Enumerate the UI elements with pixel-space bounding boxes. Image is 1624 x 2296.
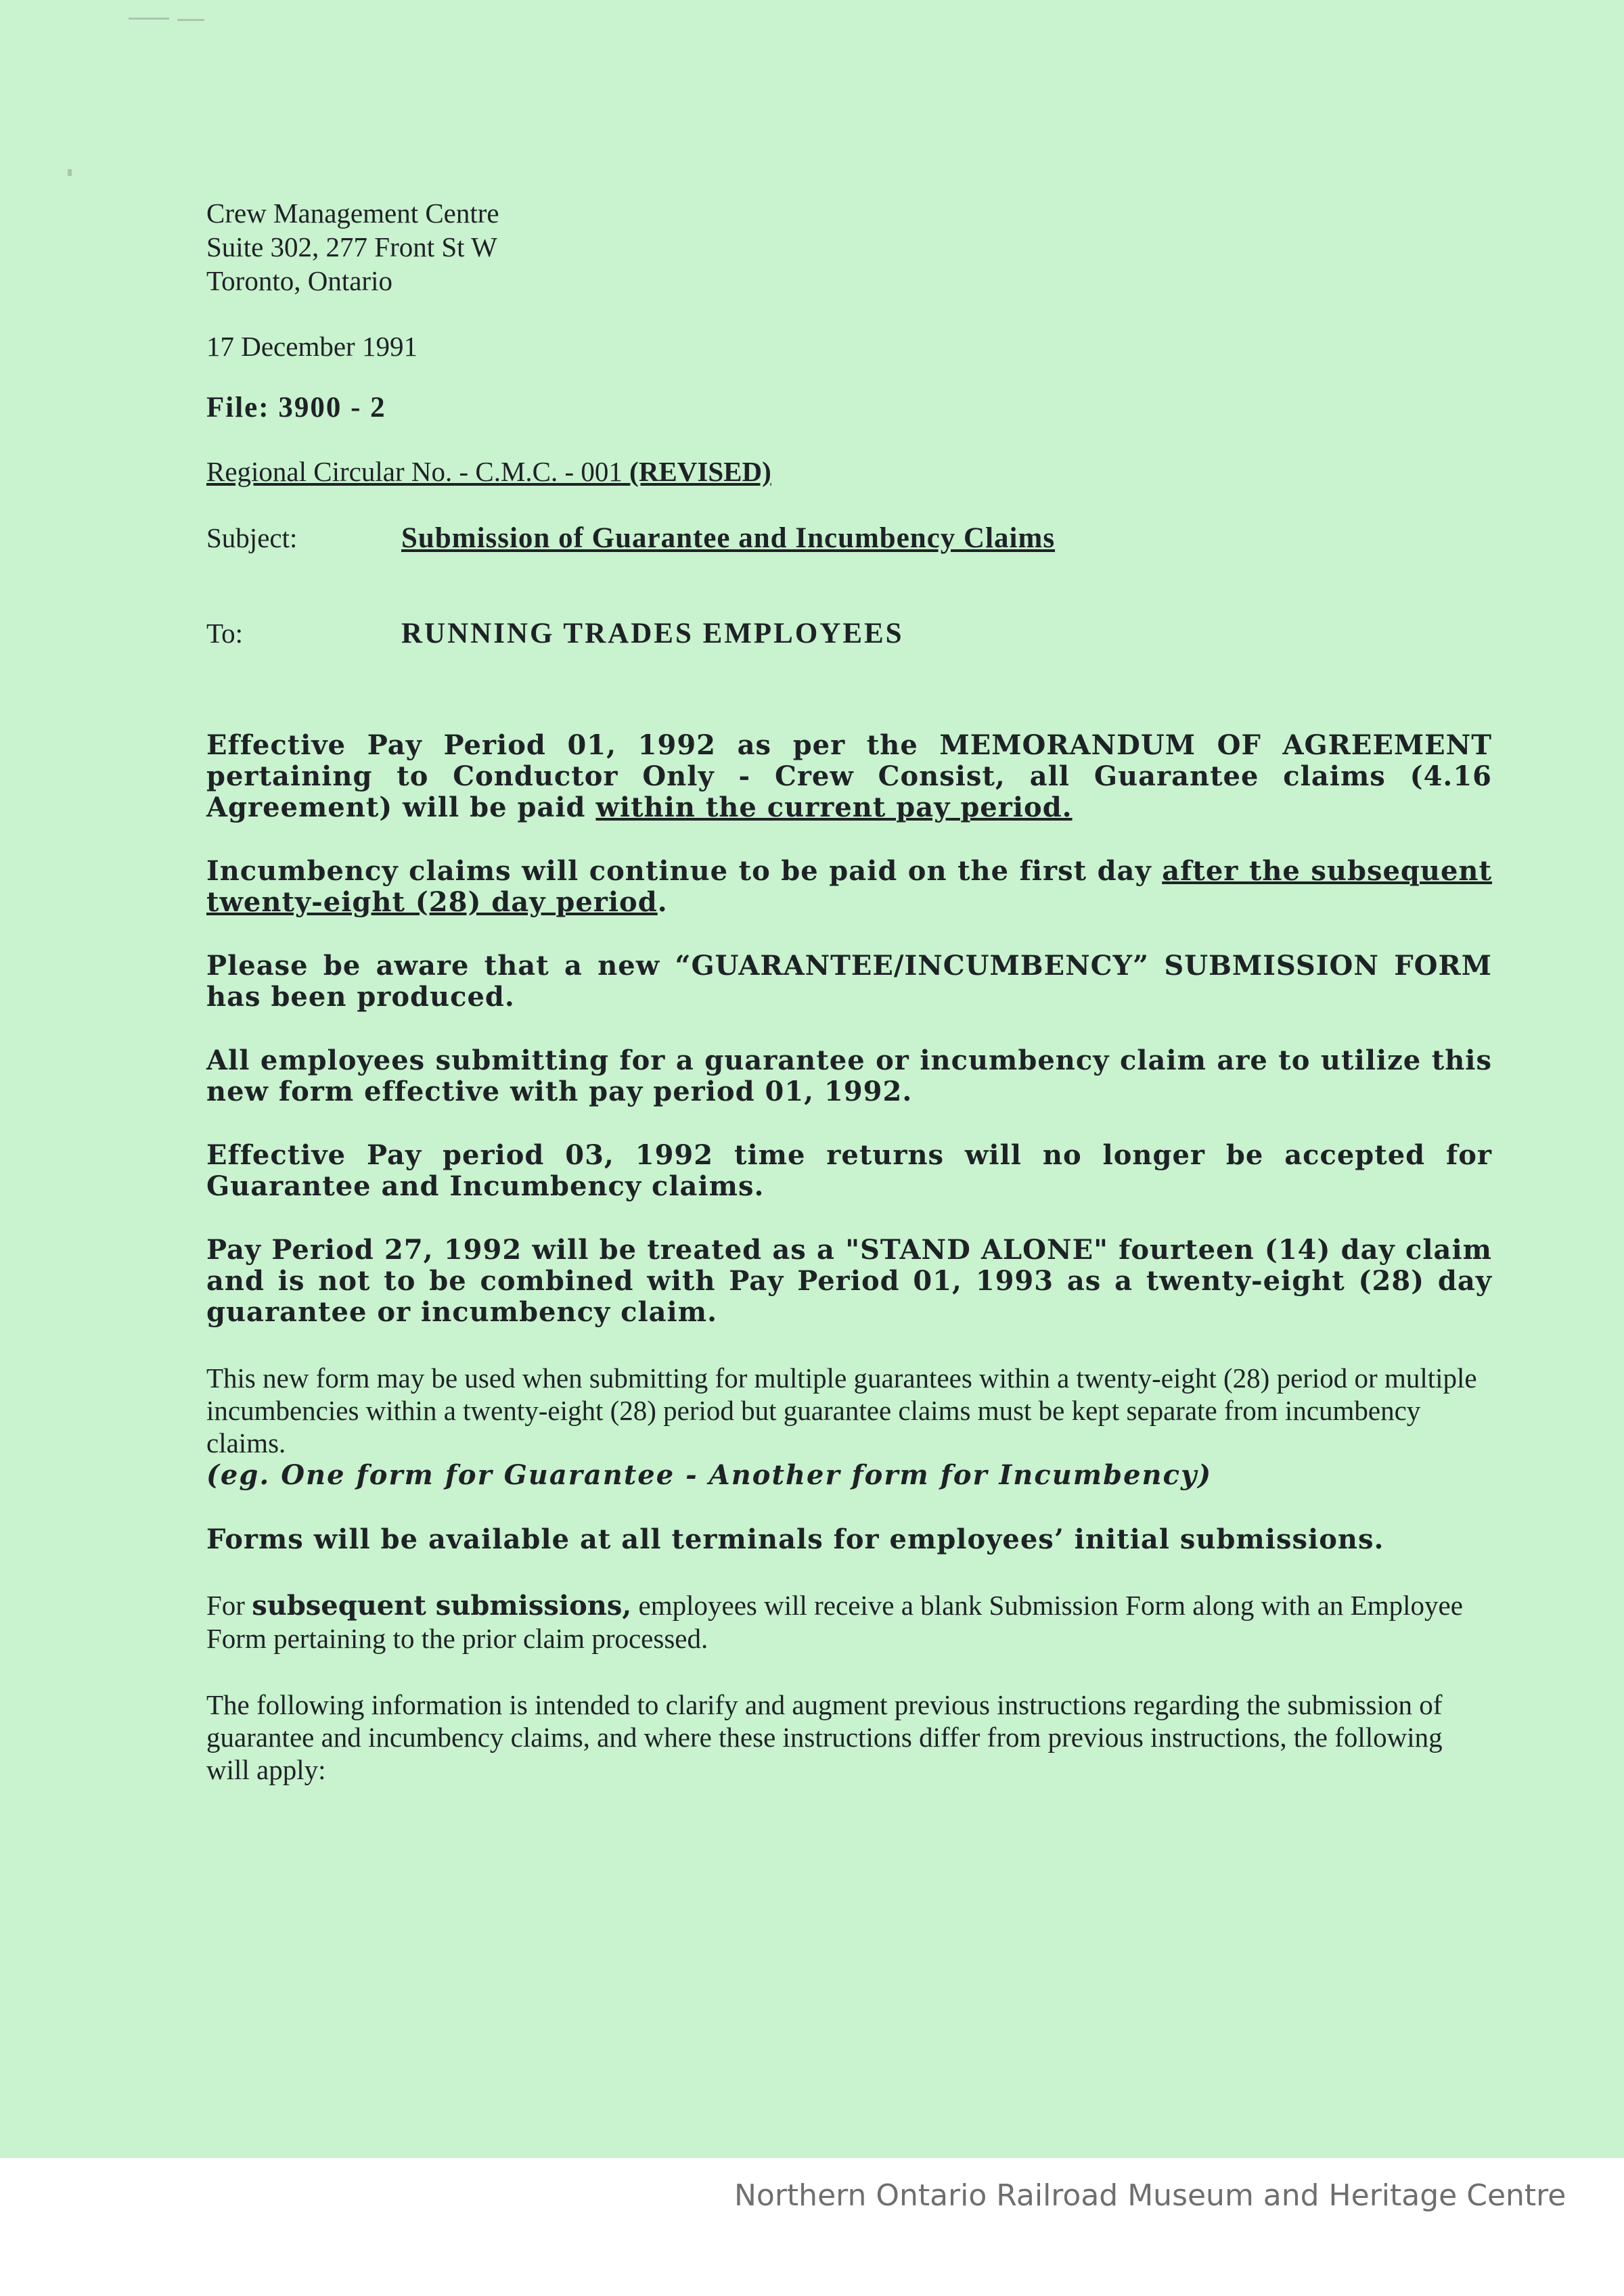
p1-underline: within the current pay period. xyxy=(595,791,1073,823)
ink-smudge xyxy=(177,19,204,21)
p1-text: Effective Pay Period 01, 1992 as per the MEMORANDUM OF AGREEMENT pertaining to Conductor Only - Crew Consist, all Guarantee claims (4.16 Agreement) will be paid xyxy=(206,729,1492,823)
paragraph-guarantee-payment xyxy=(206,730,1492,823)
to-value: RUNNING TRADES EMPLOYEES xyxy=(401,618,904,649)
paragraph-following-information: The following information is intended to clarify and augment previous instructions regarding the submission of guarantee and incumbency claims, and where these instructions differ from previous instructions, the following will apply: xyxy=(206,1689,1443,1785)
p2-underline: after the subsequent twenty-eight (28) day period xyxy=(206,855,1492,918)
p2-end: . xyxy=(657,886,668,918)
circular-revised: (REVISED) xyxy=(629,456,771,487)
paragraph-utilize-form: All employees submitting for a guarantee or incumbency claim are to utilize this new form effective with pay period 01, 1992. xyxy=(206,1044,1492,1107)
paragraph-stand-alone: Pay Period 27, 1992 will be treated as a "STAND ALONE" fourteen (14) day claim and is not to be combined with Pay Period 01, 1993 as a twenty-eight (28) day guarantee or incumbency claim. xyxy=(206,1234,1492,1328)
paragraph-example: (eg. One form for Guarantee - Another form for Incumbency) xyxy=(206,1459,1213,1491)
sender-address xyxy=(206,196,1492,298)
paragraph-time-returns: Effective Pay period 03, 1992 time returns will no longer be accepted for Guarantee and Incumbency claims. xyxy=(206,1139,1492,1202)
subject-line xyxy=(206,522,1492,555)
ink-smudge xyxy=(68,169,72,176)
p9-start: For xyxy=(206,1590,252,1621)
paragraph-forms-available: Forms will be available at all terminals for employees’ initial submissions. xyxy=(206,1523,1384,1555)
paragraph-new-form: Please be aware that a new “GUARANTEE/INCUMBENCY” SUBMISSION FORM has been produced. xyxy=(206,950,1492,1013)
file-number: File: 3900 - 2 xyxy=(206,392,386,423)
paragraph-multiple-claims: This new form may be used when submitting for multiple guarantees within a twenty-eight (28) period or multiple incumbencies within a twenty-eight (28) period but guarantee claims must be kept separate from incumbency claims. xyxy=(206,1362,1477,1459)
paragraph-incumbency-payment xyxy=(206,856,1492,918)
subject-value: Submission of Guarantee and Incumbency Claims xyxy=(401,522,1056,554)
circular-number xyxy=(206,455,1492,488)
paragraph-subsequent-submissions xyxy=(206,1589,1492,1655)
ink-smudge xyxy=(129,18,169,20)
address-city: Toronto, Ontario xyxy=(206,265,392,296)
p9-rest: employees will receive a blank Submission Form along with an Employee Form pertaining to the prior claim processed. xyxy=(206,1590,1463,1654)
to-label: To: xyxy=(206,618,244,649)
letter-date: 17 December 1991 xyxy=(206,331,418,362)
address-street: Suite 302, 277 Front St W xyxy=(206,231,497,262)
subject-label: Subject: xyxy=(206,522,298,553)
p9-bold: subsequent submissions, xyxy=(252,1590,632,1622)
letter-content xyxy=(206,196,1492,1786)
circular-prefix: Regional Circular No. - C.M.C. - 001 xyxy=(206,456,630,487)
to-line xyxy=(206,617,1492,650)
address-org: Crew Management Centre xyxy=(206,198,499,229)
museum-credit: Northern Ontario Railroad Museum and Heritage Centre xyxy=(734,2178,1566,2213)
p2-text: Incumbency claims will continue to be paid on the first day xyxy=(206,855,1163,887)
